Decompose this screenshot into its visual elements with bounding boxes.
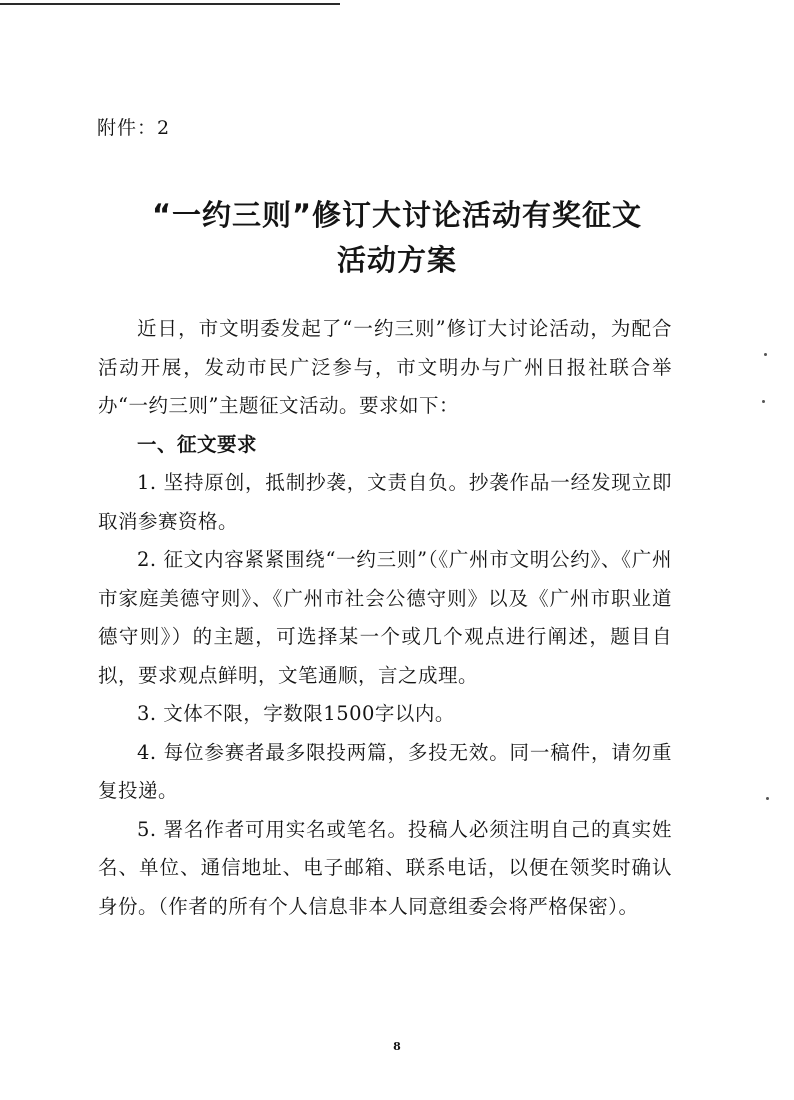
intro-paragraph: 近日，市文明委发起了“一约三则”修订大讨论活动，为配合活动开展，发动市民广泛参与，市文明办与广州日报社联合举办“一约三则”主题征文活动。要求如下：	[98, 317, 672, 417]
scan-speck	[766, 797, 769, 800]
scan-speck	[762, 400, 765, 403]
requirement-item-2: 2. 征文内容紧紧围绕“一约三则”（《广州市文明公约》、《广州市家庭美德守则》、《广州市社会公德守则》以及《广州市职业道德守则》）的主题，可选择某一个或几个观点进行阐述，题目自拟，要求观点鲜明，文笔通顺，言之成理。	[98, 548, 672, 687]
requirement-item-1: 1. 坚持原创，抵制抄袭，文责自负。抄袭作品一经发现立即取消参赛资格。	[98, 471, 672, 533]
requirement-item-4: 4. 每位参赛者最多限投两篇，多投无效。同一稿件，请勿重复投递。	[98, 740, 672, 802]
document-title-line-2: 活动方案	[336, 243, 457, 277]
requirement-item-3: 3. 文体不限，字数限1500字以内。	[137, 702, 455, 725]
attachment-label: 附件：2	[97, 117, 171, 139]
document-title-line-1: “一约三则”修订大讨论活动有奖征文	[151, 198, 643, 232]
requirement-item-5: 5. 署名作者可用实名或笔名。投稿人必须注明自己的真实姓名、单位、通信地址、电子邮箱、联系电话，以便在领奖时确认身份。（作者的所有个人信息非本人同意组委会将严格保密）。	[98, 817, 672, 918]
section-heading: 一、征文要求	[137, 432, 258, 456]
scan-edge-line	[0, 3, 340, 5]
document-body	[98, 310, 672, 926]
page-number: 8	[393, 1040, 401, 1053]
scan-speck	[764, 353, 767, 356]
